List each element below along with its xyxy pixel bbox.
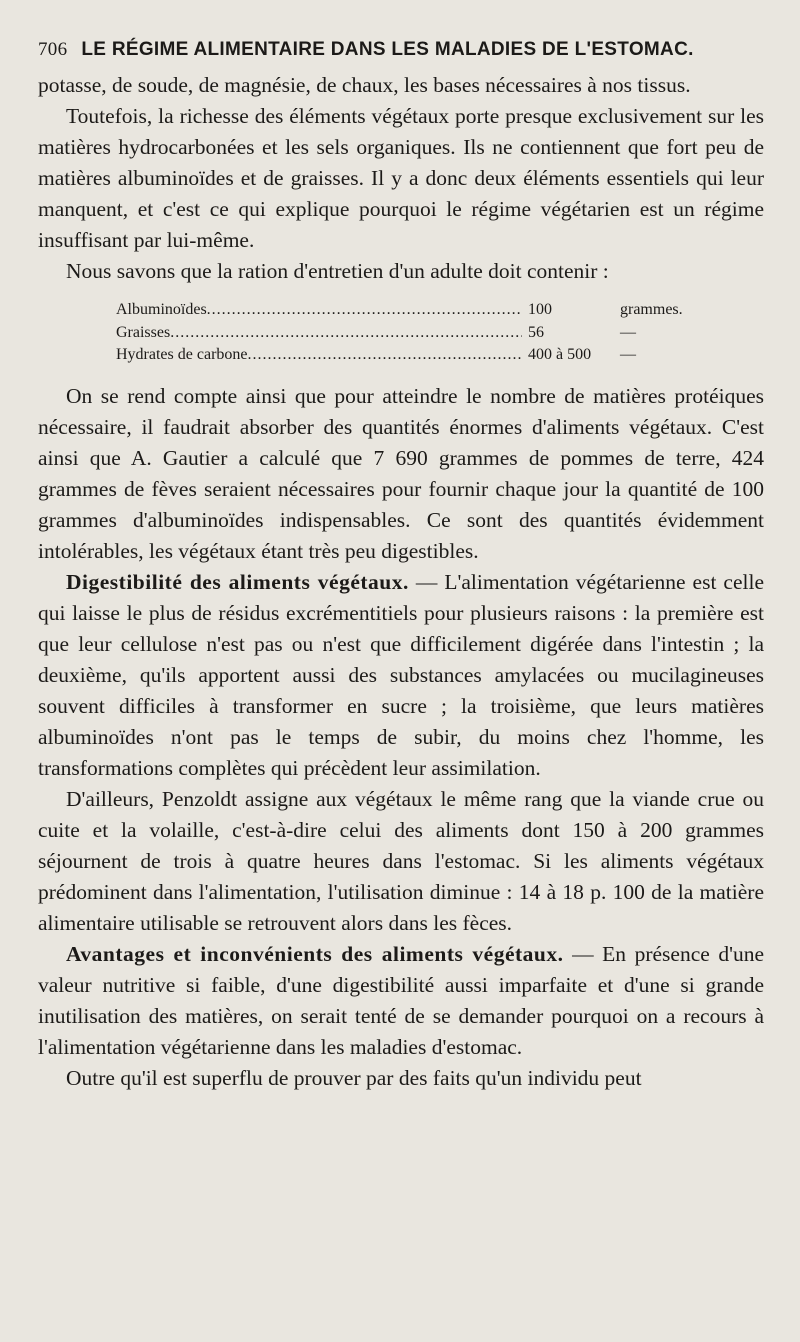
- ration-quantity: 100: [528, 301, 552, 318]
- paragraph: Nous savons que la ration d'entretien d'un adulte doit contenir :: [66, 259, 609, 283]
- paragraph: [38, 567, 764, 784]
- paragraph-body: — En présence d'une valeur nutritive si faible, d'une digestibilité aussi imparfaite et d'une si grande inutilisation des matières, on serait tenté de se demander pourquoi on a recours à l'alimentation végétarienne dans les maladies d'estomac.: [38, 941, 765, 1059]
- ration-label: Hydrates de carbone: [116, 346, 248, 363]
- body-text: [38, 70, 764, 1094]
- leader-dots: [207, 299, 522, 322]
- ration-row: [116, 299, 696, 322]
- running-header: [38, 30, 764, 70]
- ration-unit: —: [620, 323, 636, 341]
- paragraph: On se rend compte ainsi que pour atteindre le nombre de matières protéiques nécessaire, il faudrait absorber des quantités énormes d'aliments végétaux. C'est ainsi que A. Gautier a calculé que 7 690 grammes de pommes de terre, 424 grammes de fèves seraient nécessaires pour fournir chaque jour la quantité de 100 grammes d'albuminoïdes indispensables. Ce sont des quantités évidemment intolérables, les végétaux étant très peu digestibles.: [38, 383, 764, 563]
- section-heading: Digestibilité des aliments végétaux.: [66, 569, 409, 594]
- paragraph-body: — L'alimentation végétarienne est celle qui laisse le plus de résidus excrémentitiels pour plusieurs raisons : la première est que leur cellulose n'est pas ou n'est que difficilement digérée dans l'intestin ; la deuxième, qu'ils apportent aussi des substances amylacées ou mucilagineuses souvent difficiles à transformer en sucre ; la troisième, que leurs matières albuminoïdes n'ont pas le temps de subir, du moins chez l'homme, les transformations complètes qui précèdent leur assimilation.: [38, 569, 764, 780]
- section-heading: Avantages et inconvénients des aliments végétaux.: [66, 941, 564, 966]
- paragraph: Outre qu'il est superflu de prouver par des faits qu'un individu peut: [66, 1065, 642, 1090]
- leader-dots: [248, 344, 523, 367]
- ration-unit: —: [620, 346, 636, 363]
- ration-label: Graisses: [116, 323, 171, 341]
- paragraph: [38, 939, 764, 1063]
- ration-row: [116, 344, 696, 367]
- paragraph: D'ailleurs, Penzoldt assigne aux végétaux le même rang que la viande crue ou cuite et la volaille, c'est-à-dire celui des aliments dont 150 à 200 grammes séjournent de trois à quatre heures dans l'estomac. Si les aliments végétaux prédominent dans l'alimentation, l'utilisation diminue : 14 à 18 p. 100 de la matière alimentaire utilisable se retrouvent alors dans les fèces.: [38, 786, 764, 935]
- running-title: LE RÉGIME ALIMENTAIRE DANS LES MALADIES DE L'ESTOMAC.: [81, 39, 694, 60]
- leader-dots: [170, 322, 522, 345]
- ration-quantity: 56: [528, 323, 544, 341]
- ration-table: [116, 299, 696, 367]
- paragraph: Toutefois, la richesse des éléments végétaux porte presque exclusivement sur les matières hydrocarbonées et les sels organiques. Ils ne contiennent que fort peu de matières albuminoïdes et de graisses. Il y a donc deux éléments essentiels qui leur manquent, et c'est ce qui explique pourquoi le régime végétarien est un régime insuffisant par lui-même.: [38, 104, 764, 252]
- ration-row: [116, 322, 696, 345]
- ration-unit: grammes.: [620, 301, 683, 318]
- paragraph-continuation: potasse, de soude, de magnésie, de chaux, les bases nécessaires à nos tissus.: [38, 73, 691, 97]
- ration-quantity: 400 à 500: [528, 346, 592, 363]
- ration-label: Albuminoïdes: [116, 301, 207, 318]
- page-number: 706: [38, 39, 68, 60]
